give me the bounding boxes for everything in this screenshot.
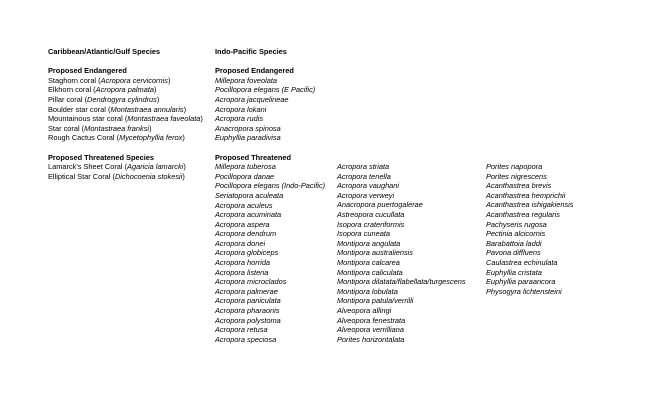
scientific-name: Dichocoenia stokesii bbox=[114, 171, 183, 181]
species-entry bbox=[48, 162, 203, 172]
scientific-name: Montastraea annularis bbox=[110, 104, 184, 114]
species-entry: Acropora microclados bbox=[215, 277, 287, 287]
scientific-name: Agaricia lamarcki bbox=[127, 162, 184, 172]
species-entry: Anacropora spinosa bbox=[215, 123, 281, 133]
common-name: Staghorn coral ( bbox=[48, 75, 101, 85]
closing-paren: ) bbox=[156, 94, 160, 104]
caribbean-endangered-list bbox=[48, 76, 203, 143]
species-entry: Pachyseris rugosa bbox=[486, 219, 547, 229]
species-entry: Euphyllia paraancora bbox=[486, 277, 556, 287]
species-entry: Barabattoia laddi bbox=[486, 238, 542, 248]
scientific-name: Acropora palmata bbox=[95, 85, 154, 95]
species-entry: Acanthastrea regularis bbox=[486, 209, 560, 219]
species-entry: Pavona diffluens bbox=[486, 248, 541, 258]
common-name: Lamarck's Sheet Coral ( bbox=[48, 162, 128, 172]
species-entry: Acropora striata bbox=[337, 162, 390, 171]
species-entry: Acropora jacquelineae bbox=[215, 94, 289, 104]
indo-pacific-endangered-heading: Proposed Endangered bbox=[215, 66, 294, 76]
species-entry: Acropora aculeus bbox=[215, 200, 273, 210]
common-name: Boulder star coral ( bbox=[48, 104, 111, 114]
species-entry: Acropora palmerae bbox=[215, 286, 278, 296]
species-entry: Acanthastrea brevis bbox=[486, 181, 552, 191]
species-entry: Montipora dilatata/flabellata/turgescens bbox=[337, 277, 466, 287]
species-entry: Montipora caliculata bbox=[337, 267, 403, 277]
species-entry: Acropora vaughani bbox=[337, 181, 400, 191]
common-name: Pillar coral ( bbox=[48, 94, 88, 104]
species-entry bbox=[48, 133, 203, 143]
species-entry: Acropora donei bbox=[215, 238, 266, 248]
closing-paren: ) bbox=[154, 85, 157, 95]
species-entry: Acropora pharaonis bbox=[215, 306, 280, 316]
species-entry: Acanthastrea hemprichii bbox=[486, 190, 566, 200]
species-entry: Montipora australiensis bbox=[337, 248, 413, 258]
species-entry: Caulastrea echinulata bbox=[486, 257, 558, 267]
species-entry: Physogyra lichtensteini bbox=[486, 286, 562, 296]
caribbean-column bbox=[48, 47, 203, 181]
indo-pacific-threatened-list-2 bbox=[337, 162, 466, 344]
species-entry: Euphyllia cristata bbox=[486, 267, 542, 277]
species-entry: Isopora cuneata bbox=[337, 229, 391, 239]
species-entry: Acropora speciosa bbox=[215, 334, 277, 344]
species-entry: Acropora acuminata bbox=[215, 210, 282, 220]
species-entry: Pocillopora danae bbox=[215, 171, 275, 181]
species-entry: Acropora aspera bbox=[215, 219, 270, 229]
species-entry: Acropora globiceps bbox=[215, 248, 279, 258]
indo-pacific-threatened-list-1 bbox=[215, 162, 325, 344]
common-name: Elliptical Star Coral ( bbox=[48, 171, 115, 181]
caribbean-threatened-heading: Proposed Threatened Species bbox=[48, 152, 154, 162]
species-entry bbox=[48, 124, 203, 134]
caribbean-endangered-heading: Proposed Endangered bbox=[48, 66, 127, 76]
species-entry: Astreopora cucullata bbox=[337, 209, 405, 219]
indo-pacific-threatened-heading: Proposed Threatened bbox=[215, 152, 291, 162]
species-entry: Alveopora fenestrata bbox=[337, 315, 406, 325]
species-entry: Acropora polystoma bbox=[215, 315, 281, 325]
species-entry: Anacropora puertogalerae bbox=[337, 200, 423, 210]
species-entry bbox=[48, 105, 203, 115]
species-entry: Acropora dendrum bbox=[215, 229, 277, 239]
species-entry: Millepora foveolata bbox=[215, 75, 278, 85]
scientific-name: Montastraea franksi bbox=[84, 123, 150, 133]
species-entry bbox=[48, 95, 203, 105]
closing-paren: ) bbox=[182, 171, 185, 181]
indo-pacific-heading: Indo-Pacific Species bbox=[215, 47, 287, 56]
species-entry: Montipora lobulata bbox=[337, 286, 398, 296]
species-entry: Seriatopora aculeata bbox=[215, 190, 284, 200]
species-entry bbox=[48, 85, 203, 95]
common-name: Mountainous star coral ( bbox=[48, 114, 128, 124]
indo-pacific-column bbox=[215, 47, 325, 344]
species-entry: Porites nigrescens bbox=[486, 171, 547, 181]
closing-paren: ) bbox=[183, 162, 186, 172]
closing-paren: ) bbox=[183, 104, 187, 114]
species-entry: Acropora verweyi bbox=[337, 190, 395, 200]
species-entry: Acropora retusa bbox=[215, 325, 268, 335]
scientific-name: Acropora cervicornis bbox=[100, 75, 168, 85]
indo-pacific-endangered-list bbox=[215, 76, 325, 143]
species-entry: Acropora horrida bbox=[215, 258, 271, 268]
scientific-name: Mycetophyllia ferox bbox=[119, 133, 183, 143]
closing-paren: ) bbox=[149, 123, 152, 133]
species-entry: Acropora tenella bbox=[337, 171, 391, 181]
species-entry: Pocillopora elegans (E Pacific) bbox=[215, 85, 316, 95]
species-entry: Montipora angulata bbox=[337, 238, 401, 248]
caribbean-threatened-list bbox=[48, 162, 203, 181]
indo-pacific-threatened-list-3 bbox=[486, 162, 574, 296]
species-entry: Isopora crateriformis bbox=[337, 219, 405, 229]
species-entry: Euphyllia paradivisa bbox=[215, 133, 281, 143]
species-entry: Acropora listeria bbox=[215, 267, 269, 277]
species-entry: Montipora patula/verrilli bbox=[337, 296, 414, 306]
species-entry bbox=[48, 76, 203, 86]
species-entry: Porites horizontalata bbox=[337, 334, 405, 344]
common-name: Elkhorn coral ( bbox=[48, 85, 96, 95]
closing-paren: ) bbox=[182, 133, 185, 143]
closing-paren: ) bbox=[167, 75, 171, 85]
species-entry: Alveopora verrilliana bbox=[337, 325, 404, 335]
species-entry: Porites napopora bbox=[486, 162, 543, 171]
caribbean-heading: Caribbean/Atlantic/Gulf Species bbox=[48, 47, 161, 56]
species-entry: Acanthastrea ishigakiensis bbox=[486, 200, 574, 210]
species-entry: Montipora calcarea bbox=[337, 257, 400, 267]
common-name: Rough Cactus Coral ( bbox=[48, 133, 120, 143]
species-entry: Acropora paniculata bbox=[215, 296, 281, 306]
species-entry bbox=[48, 172, 203, 182]
common-name: Star coral ( bbox=[48, 123, 85, 133]
species-entry: Pectinia alcicornis bbox=[486, 229, 546, 239]
closing-paren: ) bbox=[200, 114, 203, 124]
species-entry: Acropora lokani bbox=[215, 104, 267, 114]
species-entry: Acropora rudis bbox=[215, 114, 264, 124]
species-entry bbox=[48, 114, 203, 124]
scientific-name: Montastraea faveolata bbox=[127, 114, 201, 124]
scientific-name: Dendrogyra cylindrus bbox=[87, 94, 157, 104]
species-entry: Pocillopora elegans (Indo-Pacific) bbox=[215, 181, 326, 191]
species-entry: Alveopora allingi bbox=[337, 305, 392, 315]
species-entry: Millepora tuberosa bbox=[215, 162, 276, 172]
